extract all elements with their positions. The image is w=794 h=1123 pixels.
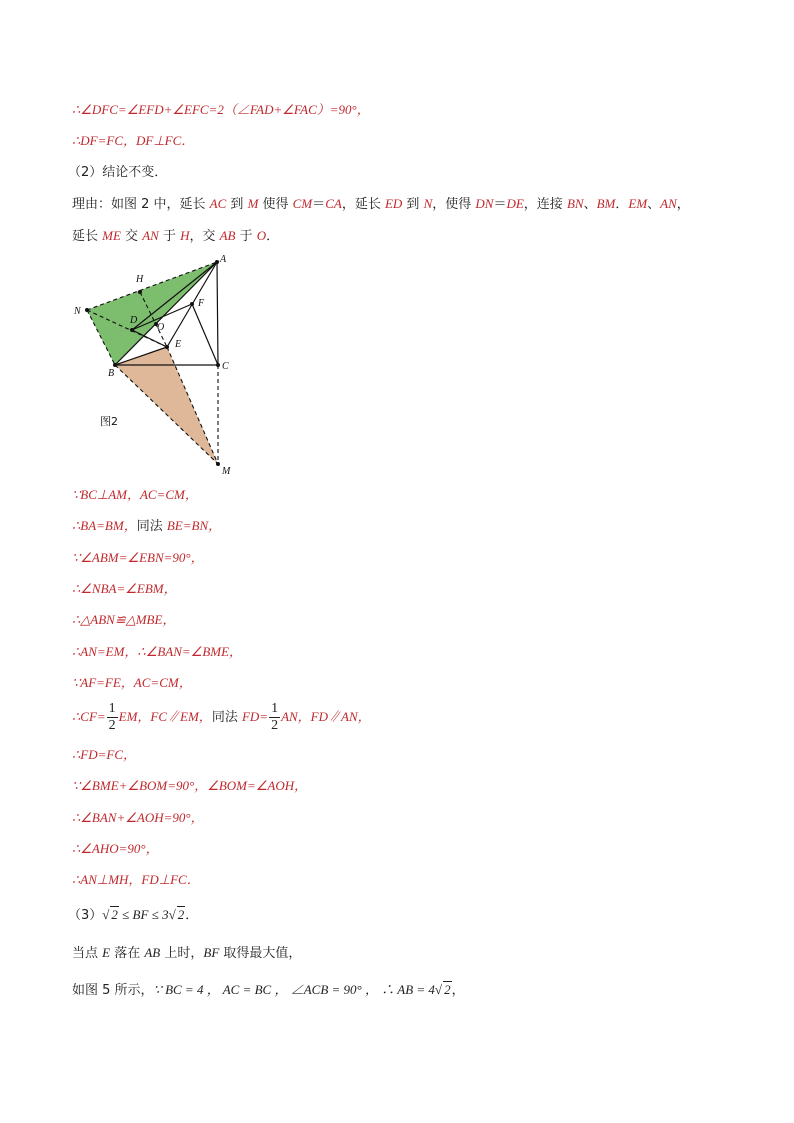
step-6: ∴AN=EM，∴∠BAN=∠BME， [72,644,243,659]
label-h: H [136,274,144,285]
label-m: M [222,466,231,477]
part-3: （3）√ 2 ≤ BF ≤ 3√ 2． [68,907,199,923]
line-2 [72,131,194,152]
line-5: 延长 ME 交 AN 于 H，交 AB 于 O． [72,228,280,244]
step-3: ∵∠ABM=∠EBN=90°， [72,550,204,565]
step-4: ∴∠NBA=∠EBM， [72,581,177,596]
part-3-line-3: 如图 5 所示，∵ BC = 4 ， AC = BC ， ∠ACB = 90° ， ∴ AB = 4√ 2， [72,982,465,998]
figure-caption: 图2 [100,415,118,428]
label-b: B [108,368,115,379]
step-12: ∴∠AHO=90°， [72,841,159,856]
step-5: ∴△ABN≌△MBE， [72,612,176,627]
label-d: D [130,315,138,326]
line-1 [72,100,370,121]
step-13: ∴AN⊥MH，FD⊥FC． [72,872,200,887]
step-2: ∴BA=BM，同法 BE=BN， [72,518,222,534]
step-1: ∵BC⊥AM，AC=CM， [72,487,198,502]
label-e: E [175,339,182,350]
part-3-line-2: 当点 E 落在 AB 上时，BF 取得最大值， [72,945,302,961]
label-f: F [198,298,205,309]
step-7: ∵AF=FE，AC=CM， [72,675,192,690]
line-3 [68,163,167,183]
equation-dfc: ∴∠DFC=∠EFD+∠EFC=2（∠FAD+∠FAC）=90°， [72,102,370,117]
step-11: ∴∠BAN+∠AOH=90°， [72,810,204,825]
geometry-figure [70,252,250,482]
part-2-heading: （2）结论不变． [68,165,168,180]
step-8: ∴CF= $\frac{1}{2}$ EM，FC∥EM，同法 FD= $\frac{1}{2}$ AN，FD∥AN， [72,701,371,733]
label-c: C [222,361,229,372]
fraction-one-half-2: $\frac{1}{2}$ [271,701,279,733]
line-4: 理由：如图 2 中，延长 AC 到 M 使得 CM＝CA，延长 ED 到 N，使得 DN＝DE，连接 BN、BM．EM、AN， [72,196,690,212]
label-a: A [220,254,227,265]
label-o: O [157,322,165,333]
step-10: ∵∠BME+∠BOM=90°，∠BOM=∠AOH， [72,778,308,793]
fraction-one-half: $\frac{1}{2}$ [108,701,116,733]
label-n: N [74,306,81,317]
equation-df-fc: ∴DF=FC，DF⊥FC． [72,133,195,148]
step-9: ∴FD=FC， [72,747,136,762]
